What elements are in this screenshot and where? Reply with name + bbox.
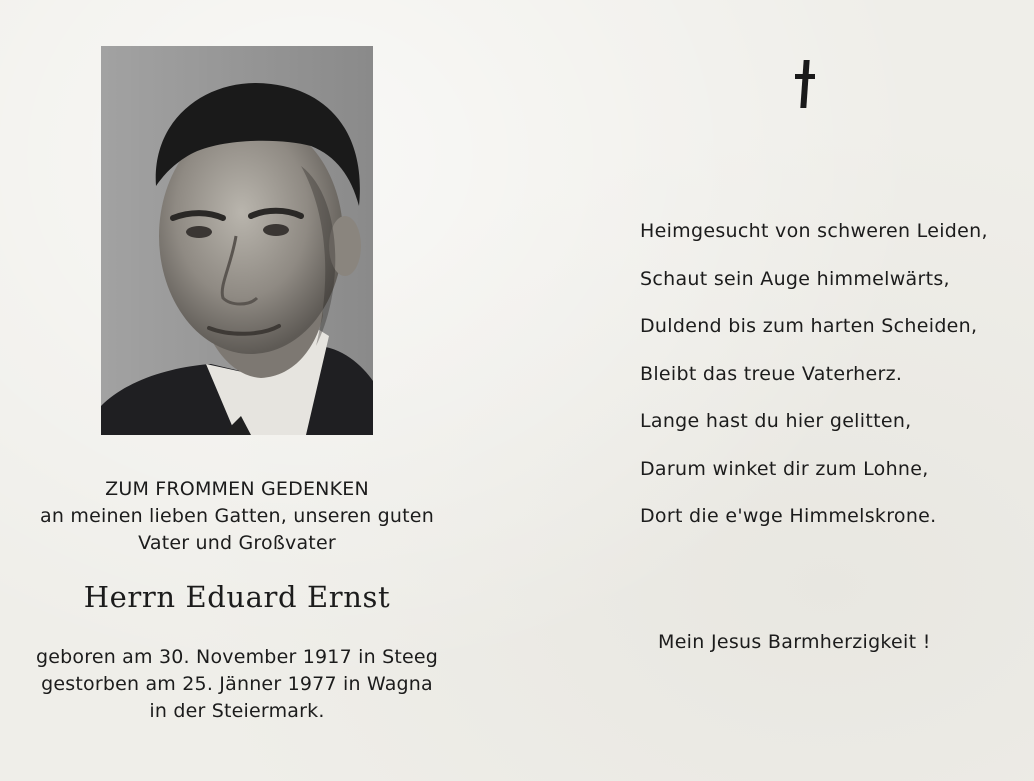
closing-prayer: Mein Jesus Barmherzigkeit ! — [658, 631, 931, 653]
poem-line: Duldend bis zum harten Scheiden, — [640, 315, 978, 337]
dedication-block — [14, 476, 460, 557]
dedication-line-2: Vater und Großvater — [138, 532, 336, 554]
poem-line: Bleibt das treue Vaterherz. — [640, 362, 903, 385]
latin-cross-icon — [795, 60, 815, 110]
poem — [640, 217, 988, 550]
deceased-name: Herrn Eduard Ernst — [83, 580, 391, 614]
poem-line: Dort die e'wge Himmelskrone. — [640, 505, 937, 527]
poem-line: Darum winket dir zum Lohne, — [640, 457, 929, 480]
death-line: gestorben am 25. Jänner 1977 in Wagna — [41, 673, 433, 695]
poem-line: Heimgesucht von schweren Leiden, — [640, 220, 988, 242]
birth-line: geboren am 30. November 1917 in Steeg — [35, 646, 439, 668]
portrait-photo — [101, 46, 373, 435]
region-line: in der Steiermark. — [149, 700, 325, 722]
life-dates-block — [14, 644, 460, 725]
portrait-illustration — [101, 46, 373, 435]
poem-line: Lange hast du hier gelitten, — [640, 410, 912, 432]
dedication-heading: ZUM FROMMEN GEDENKEN — [105, 478, 369, 500]
poem-line: Schaut sein Auge himmelwärts, — [640, 267, 950, 290]
dedication-line-1: an meinen lieben Gatten, unseren guten — [40, 505, 434, 527]
